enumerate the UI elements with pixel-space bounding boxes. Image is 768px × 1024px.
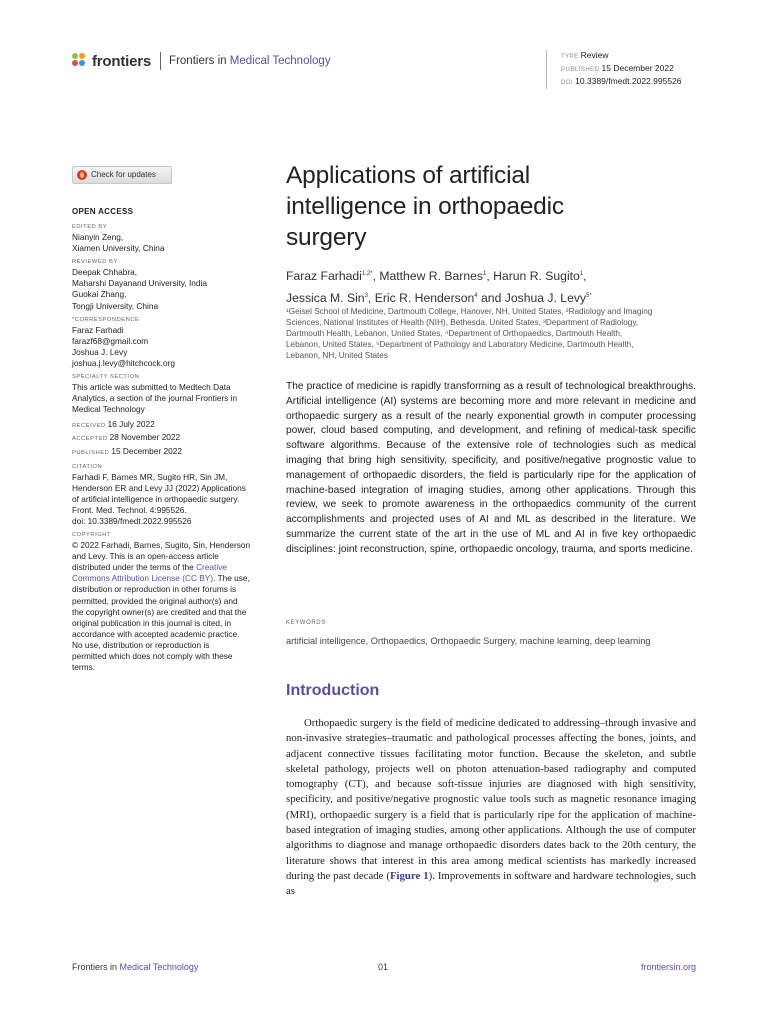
- check-for-updates-label: Check for updates: [91, 170, 156, 180]
- published-date: PUBLISHED 15 December 2022: [72, 445, 182, 456]
- citation-label: CITATION: [72, 463, 103, 470]
- specialty-section-label: SPECIALTY SECTION: [72, 374, 140, 381]
- journal-name: [169, 55, 331, 67]
- correspondent-name: Joshua J. Levy: [72, 346, 128, 357]
- author-name[interactable]: Matthew R. Barnes$^1$: [379, 269, 487, 284]
- edited-by-label: EDITED BY: [72, 224, 108, 231]
- affiliation-line: ¹Geisel School of Medicine, Dartmouth College, Hanover, NH, United States, ²Radiology and Imaging: [286, 307, 653, 316]
- copyright-text: permitted, provided the original author(s) and: [72, 595, 238, 606]
- published-label: PUBLISHED: [561, 67, 600, 73]
- abstract: The practice of medicine is rapidly transforming as a result of technological breakthroughs. Artificial intelligence (AI) systems are becoming more and more relevant in medicine and orthopaedic surgery as a result of the nearly exponential growth in computer processing power, cloud based computing, and development, and refining of medical-task specific software algorithms. Because of the extensive role of technologies such as medical imaging that bring high sensitivity, specificity, and positive/negative prognostic value to management of orthopaedic disorders, the field is particularly ripe for the application of machine-based integration of imaging studies, among other applications. Through this review, we seek to promote awareness in the orthopaedics community of the current accomplishments and projected uses of AI and ML as described in the literature. We summarize the current state of the art in the use of ML and AI in five key orthopaedic disciplines: joint reconstruction, spine, orthopaedic oncology, trauma, and sports medicine.: [286, 381, 696, 555]
- type-value: Review: [580, 50, 609, 60]
- editor-affiliation: Xiamen University, China: [72, 243, 165, 254]
- reviewer-name: Deepak Chhabra,: [72, 267, 138, 278]
- introduction-paragraph: Orthopaedic surgery is the field of medicine dedicated to addressing–through invasive and non-invasive strategies–traumatic and pathological processes affecting the bones, joints, and adjacent connective tissues facilitating motor function. Because the skeleton, and subtle skeletal pathology, projects well on photon attenuation-based radiography and computed tomography (CT), and because soft-tissue injuries are diagnosed with high sensitivity, specificity, and positive/negative prognostic value tools such as magnetic resonance imaging (MRI), orthopaedic surgery is a field that is particularly ripe for the application of machine-based integration of imaging studies, among other applications. Although the use of computer algorithms to diagnose and manage orthopaedic disorders dates back to the 20th century, the literature shows that interest in this area among medical scientists has markedly increased during the past decade (Figure 1). Improvements in software and hardware technologies, such as: [286, 717, 696, 898]
- author-name[interactable]: Harun R. Sugito$^1$: [493, 269, 584, 284]
- page-number: 01: [378, 962, 389, 972]
- correspondent-email[interactable]: farazf68@gmail.com: [72, 335, 149, 346]
- doi-label: DOI: [561, 80, 574, 86]
- footer-journal: Frontiers in Medical Technology: [72, 962, 199, 972]
- reviewed-by-label: REVIEWED BY: [72, 259, 118, 266]
- title-line: Applications of artificial: [286, 162, 530, 189]
- received-date: RECEIVED 16 July 2022: [72, 419, 155, 430]
- copyright-text: permitted which does not comply with these: [72, 651, 233, 661]
- editor-name: Nianyin Zeng,: [72, 232, 124, 243]
- brand-name: frontiers: [92, 52, 152, 70]
- page-footer: [72, 962, 696, 976]
- copyright-text: distributed under the terms of the Creative: [72, 562, 227, 573]
- affiliations: [286, 306, 696, 361]
- open-access-label: OPEN ACCESS: [72, 207, 134, 216]
- keywords-label: KEYWORDS: [286, 620, 326, 626]
- copyright-text: © 2022 Farhadi, Barnes, Sugito, Sin, Henderson: [72, 540, 251, 551]
- article-sidebar: [72, 166, 272, 673]
- section-heading-introduction: Introduction: [286, 682, 380, 699]
- specialty-text: Analytics, a section of the journal Frontiers in: [72, 393, 238, 404]
- specialty-text: This article was submitted to Medtech Data: [72, 382, 231, 393]
- type-label: TYPE: [561, 54, 579, 60]
- author-list: Faraz Farhadi$^{1,2*}$, Matthew R. Barnes$^1$, Harun R. Sugito$^1$, Jessica M. Sin$^3$, Eric R. Henderson$^4$ and Joshua J. Levy$^{5*}$: [286, 269, 592, 306]
- title-line: intelligence in orthopaedic: [286, 193, 564, 220]
- affiliation-line: Lebanon, NH, United States: [286, 351, 388, 361]
- author-name[interactable]: Jessica M. Sin$^3$: [286, 291, 368, 306]
- citation-text: Farhadi F, Barnes MR, Sugito HR, Sin JM,: [72, 471, 228, 482]
- license-link[interactable]: Commons Attribution License (CC BY): [72, 573, 214, 584]
- accepted-date: ACCEPTED 28 November 2022: [72, 432, 181, 443]
- journal-prefix: Frontiers in: [169, 55, 227, 67]
- brand-divider: [160, 52, 161, 70]
- copyright-text: and Levy. This is an open-access article: [72, 551, 219, 562]
- brand[interactable]: [72, 50, 331, 72]
- citation-text: of artificial intelligence in orthopaedic surgery.: [72, 493, 240, 504]
- correspondent-email[interactable]: joshua.j.levy@hitchcock.org: [72, 357, 175, 368]
- affiliation-line: Lebanon, United States, ⁵Department of Pathology and Laboratory Medicine, Dartmouth Health,: [286, 340, 634, 350]
- specialty-text: Medical Technology: [72, 404, 145, 415]
- article-meta: [546, 50, 682, 89]
- affiliation-line: Sciences, National Institutes of Health (NIH), Bethesda, United States, ³Department of Radiology,: [286, 318, 639, 328]
- journal-title: Medical Technology: [229, 55, 331, 67]
- copyright-text: distribution or reproduction in other forums is: [72, 584, 237, 595]
- copyright-text: original publication in this journal is cited, in: [72, 617, 232, 628]
- citation-text: Front. Med. Technol. 4:995526.: [72, 504, 187, 515]
- published-value: 15 December 2022: [601, 63, 674, 73]
- author-name[interactable]: Eric R. Henderson$^4$: [374, 291, 478, 306]
- copyright-text: Commons Attribution License (CC BY). The use,: [72, 573, 250, 584]
- reviewer-name: Guokai Zhang,: [72, 289, 127, 300]
- doi-value[interactable]: 10.3389/fmedt.2022.995526: [575, 76, 682, 86]
- copyright-text: No use, distribution or reproduction is: [72, 639, 210, 650]
- crossmark-icon: [77, 170, 87, 180]
- check-for-updates-button[interactable]: [72, 166, 172, 184]
- title-line: surgery: [286, 224, 367, 251]
- article-title: [286, 160, 696, 253]
- reviewer-affiliation: Maharshi Dayanand University, India: [72, 278, 207, 289]
- copyright-text: terms.: [72, 662, 96, 673]
- figure-link[interactable]: Figure 1: [389, 869, 429, 882]
- license-link[interactable]: Creative: [196, 562, 227, 573]
- author-name[interactable]: Faraz Farhadi$^{1,2*}$: [286, 269, 373, 284]
- citation-doi[interactable]: doi: 10.3389/fmedt.2022.995526: [72, 515, 192, 526]
- copyright-label: COPYRIGHT: [72, 532, 111, 539]
- frontiers-logo-icon: [72, 53, 88, 69]
- footer-site-link[interactable]: frontiersin.org: [640, 962, 696, 972]
- copyright-text: accordance with accepted academic practice.: [72, 628, 240, 639]
- citation-text: Henderson ER and Levy JJ (2022) Applications: [72, 482, 246, 493]
- reviewer-affiliation: Tongji University, China: [72, 300, 159, 311]
- copyright-text: the copyright owner(s) are credited and that the: [72, 606, 247, 617]
- correspondent-name: Faraz Farhadi: [72, 324, 124, 335]
- affiliation-line: Dartmouth Health, Lebanon, United States, ⁴Department of Orthopaedics, Dartmouth Health,: [286, 329, 623, 339]
- keywords: artificial intelligence, Orthopaedics, Orthopaedic Surgery, machine learning, deep learning: [286, 636, 651, 646]
- page-header: [72, 50, 696, 86]
- correspondence-label: *CORRESPONDENCE: [72, 316, 140, 323]
- author-name[interactable]: Joshua J. Levy$^{5*}$: [504, 291, 592, 306]
